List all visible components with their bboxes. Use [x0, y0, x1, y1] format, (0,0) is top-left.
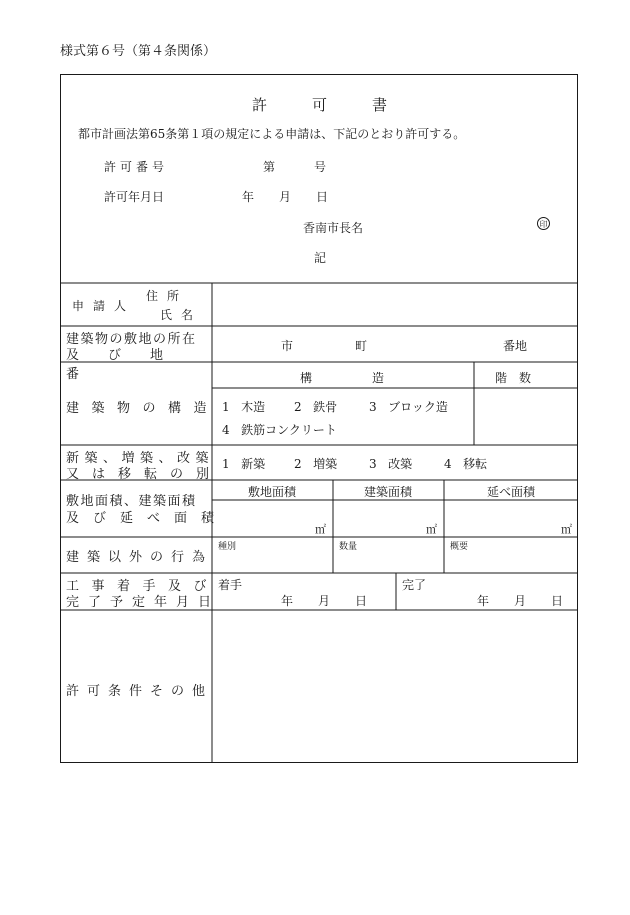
area-label-2: 及び延べ面積	[66, 511, 229, 526]
applicant-label: 申請人	[72, 299, 136, 313]
site-label-text-1: 建築物の敷地の所在	[66, 332, 197, 347]
construction-option-3-text: 改築	[388, 457, 413, 471]
schedule-end-year: 年	[477, 594, 490, 608]
permit-date-year: 年	[242, 190, 255, 204]
construction-option-2-text: 増築	[313, 457, 338, 471]
structure-label: 建築物の構造	[66, 401, 220, 416]
seal-mark-icon: 印	[537, 217, 550, 230]
form-title-char-1: 許	[252, 96, 268, 114]
structure-option-2-text: 鉄骨	[313, 400, 338, 414]
site-machi: 町	[355, 339, 368, 353]
structure-option-4-text: 鉄筋コンクリート	[241, 423, 337, 437]
structure-option-3-text: ブロック造	[388, 400, 448, 414]
area-col-total: 延べ面積	[487, 485, 536, 499]
construction-option-3	[369, 455, 412, 472]
permit-number-go: 号	[314, 160, 327, 174]
schedule-label-2: 完了予定年月日	[66, 595, 221, 610]
permit-date-month: 月	[279, 190, 292, 204]
area-unit-total: ㎡	[561, 523, 572, 536]
construction-option-1	[222, 455, 265, 472]
other-acts-col-summary: 概要	[450, 542, 469, 552]
area-col-building: 建築面積	[364, 485, 413, 499]
permit-number-label: 許可番号	[104, 160, 169, 174]
construction-option-1-num: 1	[222, 457, 230, 471]
structure-option-1	[222, 398, 265, 415]
other-acts-label: 建築以外の行為	[66, 550, 214, 565]
structure-option-1-num: 1	[222, 400, 230, 414]
floors-col-header: 階数	[495, 371, 544, 385]
structure-option-4	[222, 421, 337, 438]
structure-option-4-num: 4	[222, 423, 230, 437]
area-unit-site: ㎡	[315, 523, 326, 536]
ki-heading: 記	[314, 251, 327, 265]
schedule-end-month: 月	[514, 594, 527, 608]
construction-type-label-1: 新築、増築、改築	[66, 451, 215, 466]
area-unit-building: ㎡	[426, 523, 437, 536]
site-label-line2	[66, 344, 208, 382]
construction-option-4-num: 4	[444, 457, 452, 471]
schedule-start-month: 月	[318, 594, 331, 608]
permit-statement: 都市計画法第65条第１項の規定による申請は、下記のとおり許可する。	[78, 127, 466, 141]
permit-number-dai: 第	[263, 160, 276, 174]
construction-option-1-text: 新築	[241, 457, 266, 471]
schedule-label-1: 工事着手及び	[66, 579, 220, 594]
schedule-start-year: 年	[281, 594, 294, 608]
other-acts-col-type: 種別	[218, 542, 237, 552]
structure-option-1-text: 木造	[241, 400, 266, 414]
site-shi: 市	[281, 339, 294, 353]
schedule-start-day: 日	[355, 594, 368, 608]
structure-option-3-num: 3	[369, 400, 377, 414]
applicant-name-label: 氏名	[160, 308, 203, 322]
schedule-start-label: 着手	[218, 578, 243, 592]
form-title-char-3: 書	[372, 96, 388, 114]
mayor-name: 香南市長名	[303, 221, 364, 235]
permit-date-label: 許可年月日	[104, 190, 165, 204]
schedule-end-day: 日	[551, 594, 564, 608]
schedule-end-label: 完了	[402, 578, 427, 592]
construction-type-label-2: 又は移転の別	[66, 467, 223, 482]
permit-date-day: 日	[316, 190, 329, 204]
site-banchi: 番地	[503, 339, 528, 353]
structure-option-2	[294, 398, 337, 415]
structure-option-3	[369, 398, 448, 415]
form-number-label: 様式第６号（第４条関係）	[60, 44, 217, 59]
site-label-text-2: 及び地番	[66, 348, 193, 382]
construction-option-2-num: 2	[294, 457, 302, 471]
applicant-address-label: 住所	[146, 289, 189, 303]
construction-option-2	[294, 455, 337, 472]
conditions-label: 許可条件その他	[66, 684, 214, 699]
construction-option-4-text: 移転	[463, 457, 488, 471]
form-title-char-2: 可	[312, 96, 328, 114]
area-col-site: 敷地面積	[248, 485, 297, 499]
structure-col-header: 構造	[300, 371, 445, 385]
construction-option-3-num: 3	[369, 457, 377, 471]
construction-option-4	[444, 455, 487, 472]
area-label-1: 敷地面積、建築面積	[66, 494, 197, 509]
structure-option-2-num: 2	[294, 400, 302, 414]
other-acts-col-quantity: 数量	[339, 542, 358, 552]
